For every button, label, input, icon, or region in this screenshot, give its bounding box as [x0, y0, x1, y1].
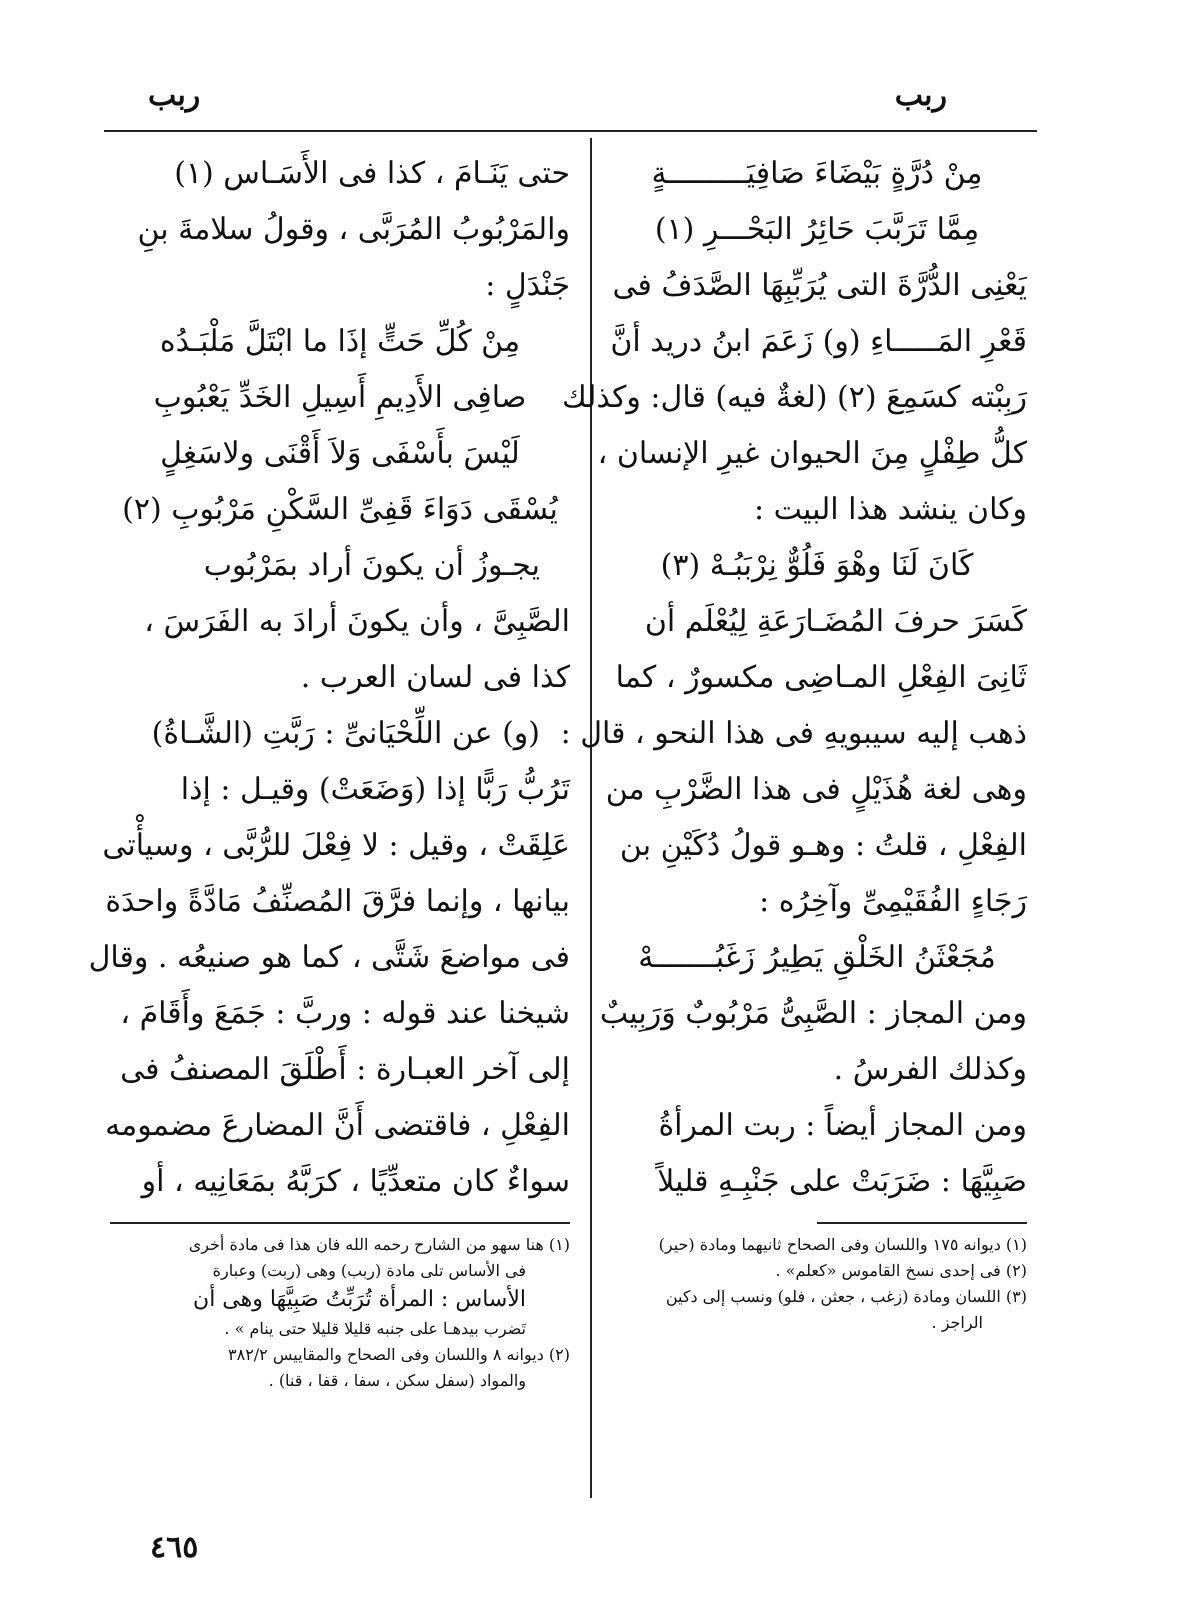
text-line: الفِعْلِ ، فاقتضى أَنَّ المضارعَ مضمومه [105, 1108, 570, 1143]
column-divider [590, 138, 592, 1498]
text-line: ثَانِىَ الفِعْلِ المـاضِى مكسورٌ ، كما [615, 660, 1027, 695]
text-line: كلُّ طِفْلٍ مِنَ الحيوان غيرِ الإنسان ، [597, 436, 1027, 471]
text-line: مِمَّا تَرَبَّبَ حَائِرُ البَحْـــرِ (١) [654, 212, 980, 247]
text-line: يَعْنِى الدُّرَّةَ التى يُرَبِّبِهَا الصَّدَفُ فى [612, 268, 1027, 303]
text-line: إلى آخر العبـارة : أَطْلَقَ المصنفُ فى [120, 1052, 570, 1087]
text-line: وكان ينشد هذا البيت : [753, 492, 1027, 527]
footnote-line: الأساس : المرأة تُرَبِّتُ صَبِيَّهَا وهى أن [193, 1287, 526, 1312]
text-line: سواءٌ كان متعدِّيًا ، كرَبَّهُ بمَعَانِيه ، أو [141, 1164, 570, 1199]
text-line: جَنْدَلٍ : [485, 268, 570, 303]
text-line: كَسَرَ حرفَ المُضَـارَعَةِ لِيُعْلَم أن [644, 604, 1027, 639]
text-line: وكذلك الفرسُ . [833, 1052, 1027, 1087]
header-rule [104, 130, 1037, 132]
text-line: لَيْسَ بأَسْفَى وَلاَ أَقْنَى ولاسَغِلٍ [160, 436, 520, 471]
text-line: حتى يَنَـامَ ، كذا فى الأَسَـاس (١) [174, 156, 570, 191]
text-line: ومن المجاز : الصَّبِىُّ مَرْبُوبٌ وَرَبِيبٌ [599, 996, 1027, 1031]
text-line: الفِعْلِ ، قلتُ : وهـو قولُ دُكَيْنِ بن [619, 828, 1027, 863]
text-line: وهى لغة هُذَيْلٍ فى هذا الضَّرْبِ من [605, 772, 1027, 807]
text-line: والمَرْبُوبُ المُرَبَّى ، وقولُ سلامةَ بنِ [137, 212, 570, 247]
text-line: مُجَعْثَنُ الخَلْقِ يَطِيرُ زَغَبُـــــــهْ [638, 940, 996, 975]
text-line: كذا فى لسان العرب . [300, 660, 570, 695]
text-line: يُسْقَى دَوَاءَ قَفِىِّ السَّكْنِ مَرْبُوبِ (٢) [122, 492, 558, 527]
footnote-line: والمواد (سفل سكن ، سفا ، قفا ، قنا) . [268, 1371, 526, 1390]
footnote-rule [110, 1222, 570, 1224]
footnote-line: (١) ديوانه ١٧٥ واللسان وفى الصحاح ثانيهما ومادة (حير) [658, 1235, 1027, 1254]
footnote-line: (٢) فى إحدى نسخ القاموس «كعلم» . [775, 1261, 1027, 1280]
footnote-line: (٣) اللسان ومادة (زغب ، جعثن ، فلو) ونسب إلى دكين [665, 1287, 1027, 1306]
footnote-line: فى الأساس تلى مادة (ربب) وهى (ربت) وعبارة [212, 1261, 526, 1280]
text-line: فى مواضعَ شَتَّى ، كما هو صنيعُه . وقال [88, 940, 570, 975]
left-column [88, 146, 570, 1394]
header-right-root: ربب [894, 78, 947, 113]
text-line: صافِى الأَدِيمِ أَسِيلِ الخَدِّ يَعْبُوبِ [153, 380, 527, 415]
text-line: (و) عن اللِّحْيَانىِّ : رَبَّتِ (الشَّـاةُ) [151, 716, 540, 751]
text-line: مِنْ كُلِّ حَتٍّ إذَا ما ابْتَلَّ مَلْبَـدُه [159, 324, 521, 359]
footnote-line: (٢) ديوانه ٨ واللسان وفى الصحاح والمقاييس ٣٨٢/٢ [228, 1345, 570, 1364]
text-line: قَعْرِ المَـــــاءِ (و) زَعَمَ ابنُ دريد أنَّ [610, 324, 1027, 359]
text-line: بيانها ، وإنما فرَّقَ المُصنِّفُ مَادَّةً واحدَة [105, 884, 570, 919]
text-line: ومن المجاز أيضاً : ربت المرأةُ [658, 1108, 1027, 1143]
text-line: الصَّبِىَّ ، وأن يكونَ أرادَ به الفَرَسَ ، [144, 604, 570, 639]
text-line: مِنْ دُرَّةٍ بَيْضَاءَ صَافِيَـــــــــةٍ [651, 156, 983, 191]
header-left-root: ربب [148, 78, 201, 113]
text-line: يجـوزُ أن يكونَ أراد بمَرْبُوب [203, 548, 540, 583]
text-line: رَبِبْته كسَمِعَ (٢) (لغةٌ فيه) قال: وكذلك [561, 380, 1027, 415]
text-line: كَانَ لَنَا وهْوَ فَلُوٌّ نِرْبَبُـهْ (٣) [660, 548, 974, 583]
footnote-line: (١) هنا سهو من الشارح رحمه الله فان هذا فى مادة أخرى [188, 1235, 570, 1254]
footnote-line: تَضرب بيدهـا على جنبه قليلا قليلا حتى ينام » . [224, 1319, 526, 1338]
footnote-rule [817, 1222, 1027, 1224]
text-line: ذهب إليه سيبويهِ فى هذا النحو ، قال : [560, 716, 1027, 751]
page-number: ٤٦٥ [150, 1530, 199, 1565]
text-line: رَجَاءٍ الفُقَيْمِىِّ وآخِرُه : [759, 884, 1027, 919]
footnote-line: الراجز . [931, 1313, 983, 1332]
text-line: شيخنا عند قوله : وربَّ : جَمَعَ وأَقَامَ ، [120, 996, 570, 1031]
text-line: عَلِقَتْ ، وقيل : لا فِعْلَ للرُّبَّى ، وسيأْتى [102, 828, 570, 863]
right-column [560, 146, 1027, 1336]
text-line: تَرُبُّ رَبًّا إذا (وَضَعَتْ) وقيـل : إذا [180, 772, 570, 807]
text-line: صَبِيَّهَا : ضَرَبَتْ على جَنْبِـهِ قليلاً [657, 1164, 1027, 1199]
